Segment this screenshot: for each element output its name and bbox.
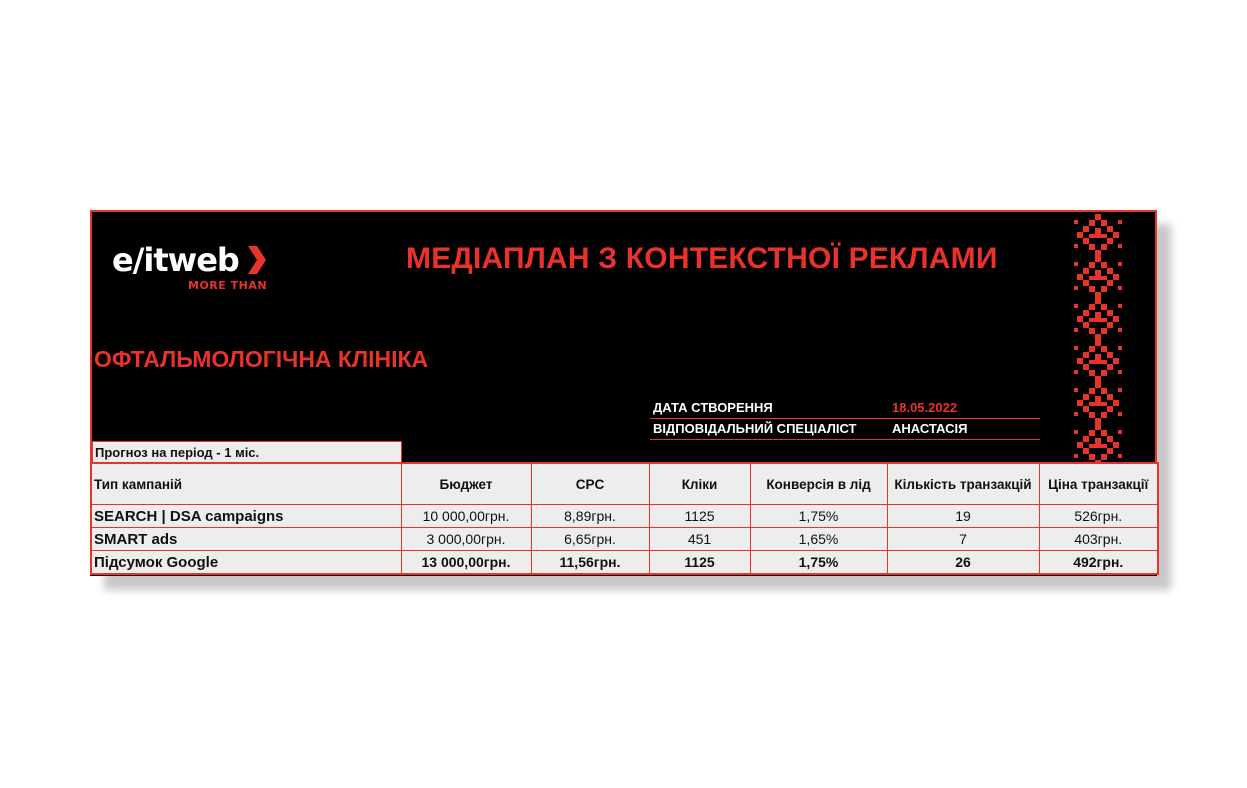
conversion-cell: 1,75% — [750, 505, 887, 528]
specialist-label: ВІДПОВІДАЛЬНИЙ СПЕЦІАЛІСТ — [653, 421, 857, 436]
total-clicks-cell: 1125 — [649, 551, 750, 575]
budget-cell: 3 000,00грн. — [401, 528, 531, 551]
column-header: Конверсія в лід — [750, 463, 887, 505]
transactions-cell: 7 — [887, 528, 1039, 551]
clicks-cell: 1125 — [649, 505, 750, 528]
column-header: Бюджет — [401, 463, 531, 505]
media-plan-table — [90, 462, 1159, 575]
conversion-cell: 1,65% — [750, 528, 887, 551]
column-header: CPC — [531, 463, 649, 505]
clicks-cell: 451 — [649, 528, 750, 551]
campaign-type-cell: SEARCH | DSA campaigns — [91, 505, 401, 528]
creation-date-row — [650, 398, 1040, 419]
budget-cell: 10 000,00грн. — [401, 505, 531, 528]
total-conversion-cell: 1,75% — [750, 551, 887, 575]
company-logo — [112, 242, 332, 298]
column-header: Кліки — [649, 463, 750, 505]
logo-tagline: MORE THAN — [188, 279, 268, 292]
forecast-period: Прогноз на період - 1 міс. — [92, 441, 402, 464]
total-transactions-cell: 26 — [887, 551, 1039, 575]
cpc-cell: 6,65грн. — [531, 528, 649, 551]
transaction-price-cell: 403грн. — [1039, 528, 1158, 551]
cpc-cell: 8,89грн. — [531, 505, 649, 528]
transaction-price-cell: 526грн. — [1039, 505, 1158, 528]
column-header: Кількість транзакцій — [887, 463, 1039, 505]
table-row — [91, 505, 1158, 528]
total-cpc-cell: 11,56грн. — [531, 551, 649, 575]
header-banner — [90, 210, 1157, 463]
media-plan-sheet — [90, 210, 1157, 576]
plan-info — [650, 398, 1040, 440]
embroidery-ornament-icon — [1072, 212, 1124, 465]
specialist-row — [650, 419, 1040, 440]
chevron-right-icon — [245, 245, 267, 280]
total-budget-cell: 13 000,00грн. — [401, 551, 531, 575]
column-header: Ціна транзакції — [1039, 463, 1158, 505]
column-header: Тип кампаній — [91, 463, 401, 505]
transactions-cell: 19 — [887, 505, 1039, 528]
specialist-value: АНАСТАСІЯ — [892, 421, 968, 436]
client-name: ОФТАЛЬМОЛОГІЧНА КЛІНІКА — [94, 346, 429, 372]
campaign-type-cell: SMART ads — [91, 528, 401, 551]
creation-date-value: 18.05.2022 — [892, 400, 958, 415]
table-total-row — [91, 551, 1158, 575]
logo-wordmark: e/itweb — [112, 241, 239, 279]
page-title: МЕДІАПЛАН З КОНТЕКСТНОЇ РЕКЛАМИ — [406, 242, 998, 275]
total-label-cell: Підсумок Google — [91, 551, 401, 575]
total-transaction-price-cell: 492грн. — [1039, 551, 1158, 575]
table-row — [91, 528, 1158, 551]
creation-date-label: ДАТА СТВОРЕННЯ — [653, 400, 773, 415]
table-header-row — [91, 463, 1158, 505]
